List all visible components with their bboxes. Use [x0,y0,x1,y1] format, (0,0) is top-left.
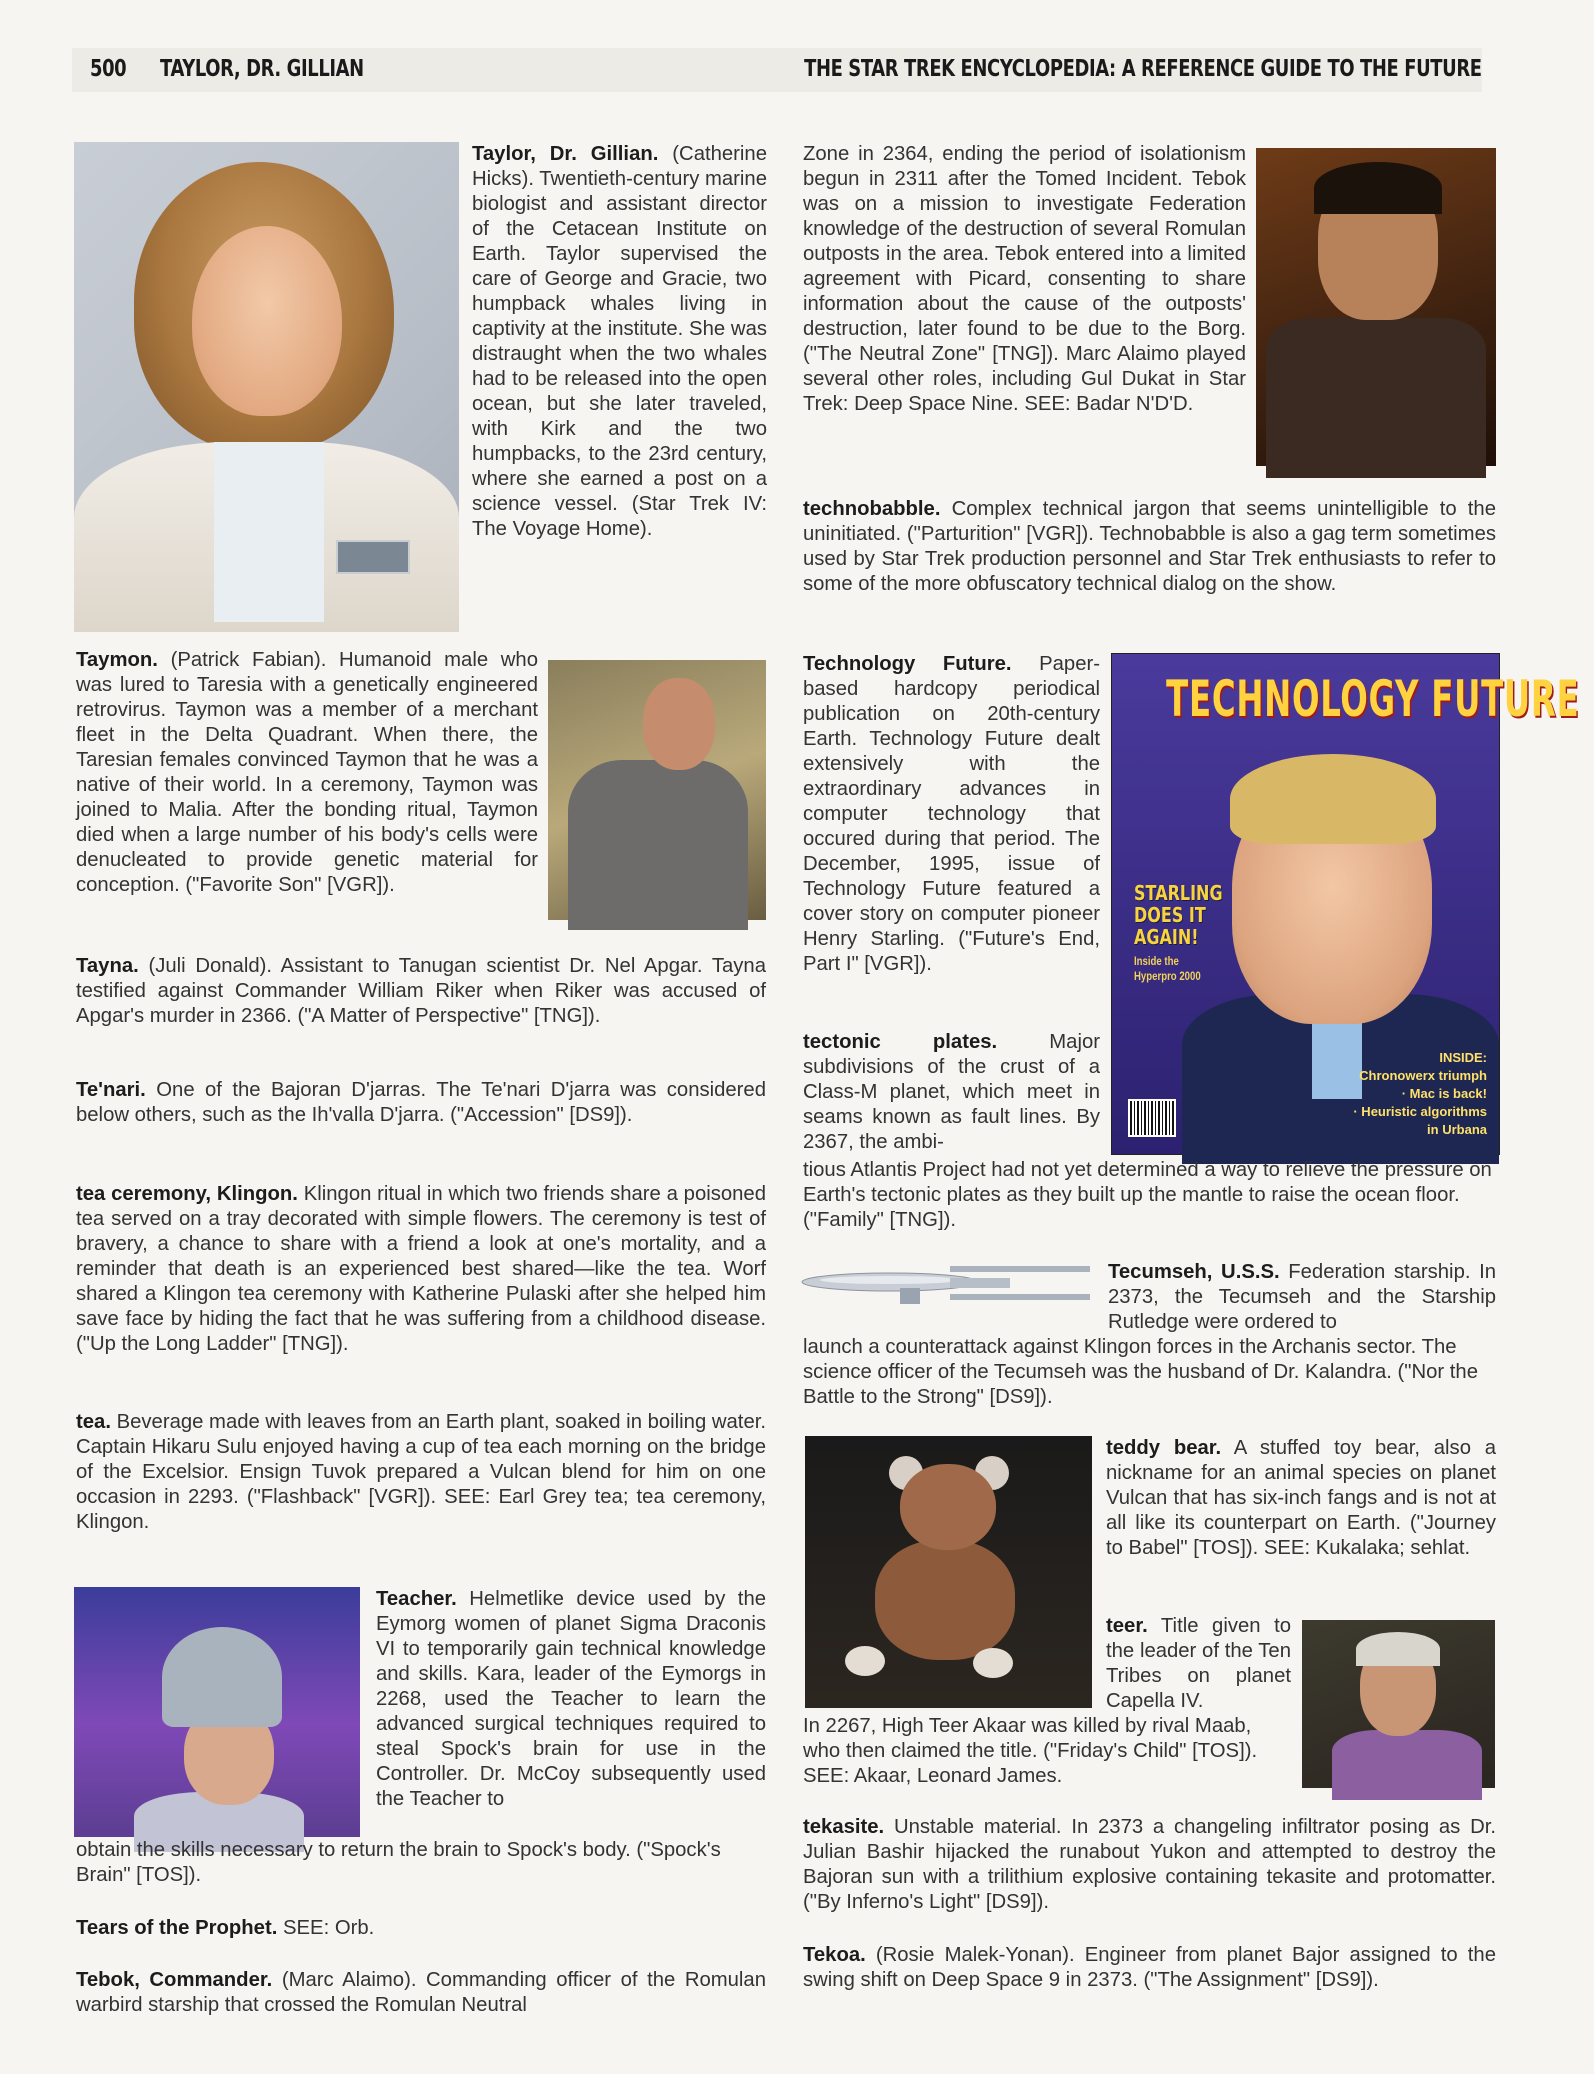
magazine-subhead: Inside the Hyperpro 2000 [1134,954,1201,983]
photo-taymon [548,660,766,920]
photo-teer [1302,1620,1495,1788]
photo-teacher [74,1587,360,1837]
entry-tea-ceremony [76,1182,766,1357]
headword: Teacher. [376,1588,457,1610]
entry-tayna [76,954,766,1029]
entry-text: One of the Bajoran D'jarras. The Te'nari D'jarra was considered below others, such as the Ih'valla D'jarra. ("Accession" [DS9]). [76,1079,766,1126]
headword: Tecumseh, U.S.S. [1108,1261,1280,1283]
entry-text: Title given to the leader of the Ten Tribes on planet Capella IV. [1106,1615,1291,1712]
headword: Tears of the Prophet. [76,1917,278,1939]
entry-teer-continued: In 2267, High Teer Akaar was killed by rival Maab, who then claimed the title. ("Friday's Child" [TOS]). SEE: Akaar, Leonard James. [803,1715,1258,1787]
page-number: 500 [90,56,127,82]
headword: teddy bear. [1106,1437,1222,1459]
entry-teddy-bear [1106,1436,1496,1561]
barcode-icon [1128,1099,1176,1137]
headword: Tayna. [76,955,139,977]
headword: technobabble. [803,498,941,520]
entry-text: Klingon ritual in which two friends share a poisoned tea served on a tray decorated with simple flowers. The ceremony is test of bravery, a chance to share with a friend a look at one's mortality, and a reminder that death is an experienced best shared—like the tea. Worf shared a Klingon tea ceremony with Katherine Pulaski after she helped him save face by hiding the fact that he was suffering from a childhood disease. ("Up the Long Ladder" [TNG]). [76,1183,766,1355]
headword: Technology Future. [803,653,1012,675]
entry-tectonic-plates [803,1030,1100,1155]
headword: tea ceremony, Klingon. [76,1183,298,1205]
entry-text: (Patrick Fabian). Humanoid male who was lured to Taresia with a genetically engineered retrovirus. Taymon was a member of a merchant fleet in the Delta Quadrant. When there, the Taresian females convinced Taymon that he was a native of their world. In a ceremony, Taymon was joined to Malia. After the bonding ritual, Taymon died when a large number of his body's cells were denucleated to provide genetic material for conception. ("Favorite Son" [VGR]). [76,649,538,896]
magazine-inside-list: INSIDE: Chronowerx triumph · Mac is back! · Heuristic algorithms in Urbana [1353,1050,1487,1137]
entry-text: A stuffed toy bear, also a nickname for an animal species on planet Vulcan that has six-inch fangs and is not at all like its counterpart on Earth. ("Journey to Babel" [TOS]). SEE: Kukalaka; sehlat. [1106,1437,1496,1559]
entry-tecumseh [1108,1260,1496,1335]
entry-tecumseh-continued: launch a counterattack against Klingon forces in the Archanis sector. The science officer of the Tecumseh was the husband of Dr. Kalandra. ("Nor the Battle to the Strong" [DS9]). [803,1336,1478,1408]
magazine-title: TECHNOLOGY FUTURE [1166,670,1580,728]
book-title: THE STAR TREK ENCYCLOPEDIA: A REFERENCE GUIDE TO THE FUTURE [804,56,1482,82]
entry-text: Federation starship. In 2373, the Tecumseh and the Starship Rutledge were ordered to [1108,1261,1496,1333]
headword: Tekoa. [803,1944,866,1966]
entry-text: Helmetlike device used by the Eymorg women of planet Sigma Draconis VI to temporarily gain technical knowledge and skills. Kara, leader of the Eymorgs in 2268, used the Teacher to learn the advanced surgical techniques required to steal Spock's brain for use in the Controller. Dr. McCoy subsequently used the Teacher to [376,1588,766,1810]
entry-text: Complex technical jargon that seems unintelligible to the uninitiated. ("Parturition" [VGR]). Technobabble is also a gag term sometimes used by Star Trek production personnel and Star Trek enthusiasts to refer to some of the more obfuscatory technical dialog on the show. [803,498,1496,595]
entry-text: SEE: Orb. [282,1917,375,1939]
entry-teer [1106,1614,1291,1714]
entry-text: (Rosie Malek-Yonan). Engineer from planet Bajor assigned to the swing shift on Deep Space 9 in 2373. ("The Assignment" [DS9]). [803,1944,1496,1991]
entry-text: (Marc Alaimo). Commanding officer of the Romulan warbird starship that crossed the Romulan Neutral [76,1969,766,2016]
magazine-headline: STARLING DOES IT AGAIN! [1134,881,1223,949]
entry-tekoa [803,1943,1496,1993]
entry-taylor [472,142,767,542]
entry-teacher-continued: obtain the skills necessary to return the brain to Spock's body. ("Spock's Brain" [TOS]). [76,1839,721,1886]
entry-tebok [76,1968,766,2018]
entry-tears-of-the-prophet [76,1916,766,1941]
headword: Taylor, Dr. Gillian. [472,143,659,165]
running-head: TAYLOR, DR. GILLIAN [160,56,364,82]
entry-text: Beverage made with leaves from an Earth plant, soaked in boiling water. Captain Hikaru Sulu enjoyed having a cup of tea each morning on the bridge of the Excelsior. Ensign Tuvok prepared a Vulcan blend for him on one occasion in 2293. ("Flashback" [VGR]). SEE: Earl Grey tea; tea ceremony, Klingon. [76,1411,766,1533]
entry-technobabble [803,497,1496,597]
starship-tecumseh-image [800,1260,1100,1310]
headword: tekasite. [803,1816,885,1838]
entry-text: Major subdivisions of the crust of a Class-M planet, which meet in seams known as fault lines. By 2367, the ambi- [803,1031,1100,1153]
headword: Te'nari. [76,1079,146,1101]
entry-text: (Juli Donald). Assistant to Tanugan scientist Dr. Nel Apgar. Tayna testified against Commander William Riker when Riker was accused of Apgar's murder in 2366. ("A Matter of Perspective" [TNG]). [76,955,766,1027]
headword: tectonic plates. [803,1031,998,1053]
photo-gillian-taylor [74,142,459,620]
headword: teer. [1106,1615,1148,1637]
entry-text: Unstable material. In 2373 a changeling infiltrator posing as Dr. Julian Bashir hijacked the runabout Yukon and attempted to destroy the Bajoran sun with a trilithium explosive containing tekasite and protomatter. ("By Inferno's Light" [DS9]). [803,1816,1496,1913]
photo-tebok [1256,148,1496,466]
photo-teddy-bear [805,1436,1092,1708]
headword: tea. [76,1411,111,1433]
entry-technology-future [803,652,1100,977]
entry-tenari [76,1078,766,1128]
entry-text: (Catherine Hicks). Twentieth-century marine biologist and assistant director of the Cetacean Institute on Earth. Taylor supervised the care of George and Gracie, two humpback whales living in captivity at the institute. She was distraught when the two whales had to be released into the open ocean, but she later traveled, with Kirk and the two humpbacks, to the 23rd century, where she earned a post on a science vessel. (Star Trek IV: The Voyage Home). [472,143,767,540]
entry-tea [76,1410,766,1535]
entry-text: Paper-based hardcopy periodical publication on 20th-century Earth. Technology Future dealt extensively with the extraordinary advances in computer technology that occured during that period. The December, 1995, issue of Technology Future featured a cover story on computer pioneer Henry Starling. ("Future's End, Part I" [VGR]). [803,653,1100,975]
entry-taymon [76,648,538,898]
entry-tectonic-plates-continued: tious Atlantis Project had not yet determined a way to relieve the pressure on Earth's tectonic plates as they built up the mantle to raise the ocean floor. ("Family" [TNG]). [803,1159,1492,1231]
headword: Tebok, Commander. [76,1969,273,1991]
technology-future-cover [1111,653,1580,1155]
entry-teacher [376,1587,766,1812]
headword: Taymon. [76,649,158,671]
entry-tekasite [803,1815,1496,1915]
entry-tebok-continued: Zone in 2364, ending the period of isolationism begun in 2311 after the Tomed Incident. Tebok was on a mission to investigate Federation knowledge of the destruction of several Romulan outposts in the area. Tebok entered into a limited agreement with Picard, consenting to share information about the cause of the outposts' destruction, later found to be due to the Borg. ("The Neutral Zone" [TNG]). Marc Alaimo played several other roles, including Gul Dukat in Star Trek: Deep Space Nine. SEE: Badar N'D'D. [803,143,1246,415]
